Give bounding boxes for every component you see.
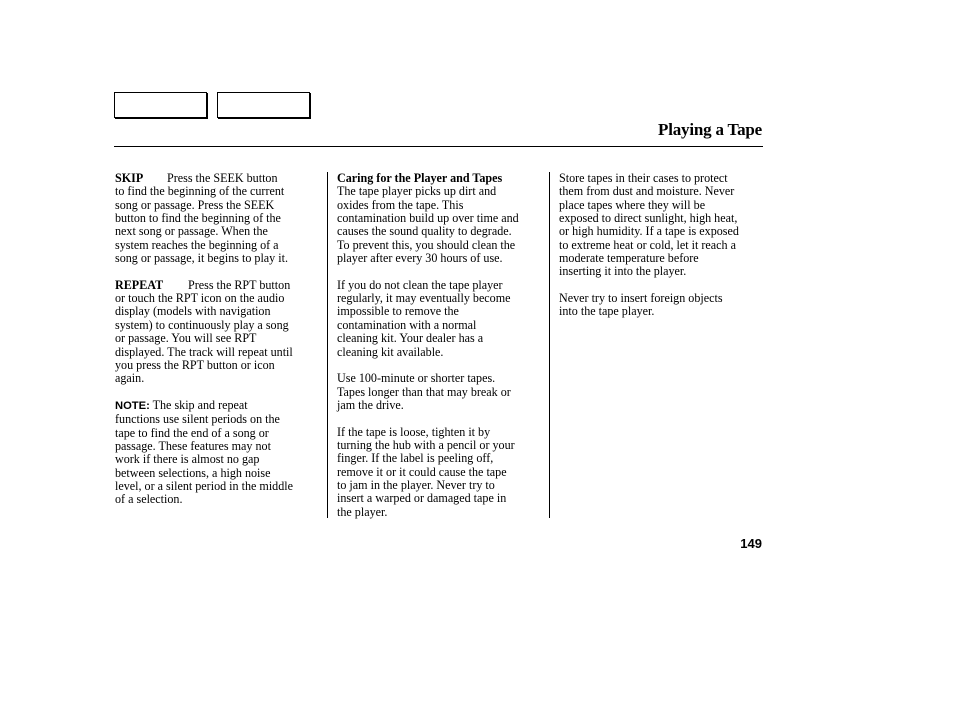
note-text: The skip and repeat functions use silent periods on the tape to find the end of a song or passage. These features may not work if there is almost no gap between selections, a high noise level, or a silent period in the middle of a selection.	[115, 397, 293, 507]
column-divider	[549, 172, 550, 518]
column-2	[337, 172, 549, 532]
column-3	[559, 172, 769, 332]
page-number: 149	[740, 536, 762, 551]
header-rule	[114, 146, 763, 147]
skip-text-line1: Press the SEEK button	[167, 171, 278, 185]
caring-heading: Caring for the Player and Tapes	[337, 171, 503, 185]
nav-tab-index[interactable]	[217, 92, 310, 118]
cleaning-paragraph: If you do not clean the tape player regularly, it may eventually become impossible to remove the contamination with a normal cleaning kit. Your dealer has a cleaning kit available.	[337, 277, 511, 359]
foreign-objects-paragraph: Never try to insert foreign objects into the tape player.	[559, 291, 723, 319]
repeat-text: or touch the RPT icon on the audio display (models with navigation system) to continuously play a song or passage. You will see RPT displayed. The track will repeat until you press the RPT button or icon again.	[115, 291, 293, 386]
skip-text: to find the beginning of the current song or passage. Press the SEEK button to find the beginning of the next song or passage. When the system reaches the beginning of a song or passage, it begins to play it.	[115, 184, 288, 266]
note-label: NOTE:	[115, 399, 150, 412]
skip-paragraph	[115, 172, 321, 265]
repeat-paragraph	[115, 279, 321, 386]
nav-tab-main-menu[interactable]	[114, 92, 207, 118]
storage-paragraph: Store tapes in their cases to protect them from dust and moisture. Never place tapes where they will be exposed to direct sunlight, high heat, or high humidity. If a tape is exposed to extreme heat or cold, let it reach a moderate temperature before inserting it into the player.	[559, 171, 739, 279]
tape-length-paragraph: Use 100-minute or shorter tapes. Tapes longer than that may break or jam the drive.	[337, 371, 511, 412]
loose-tape-paragraph: If the tape is loose, tighten it by turning the hub with a pencil or your finger. If the label is peeling off, remove it or it could cause the tape to jam in the player. Never try to insert a warped or damaged tape in the player.	[337, 424, 515, 519]
column-divider	[327, 172, 328, 518]
column-1	[115, 172, 321, 520]
skip-heading: SKIP	[115, 171, 144, 185]
repeat-text-line1: Press the RPT button	[188, 277, 291, 292]
page-title: Playing a Tape	[658, 120, 762, 139]
caring-paragraph	[337, 172, 549, 265]
repeat-heading: REPEAT	[115, 277, 164, 292]
note-paragraph	[115, 399, 321, 507]
caring-text: The tape player picks up dirt and oxides from the tape. This contamination build up over time and causes the sound quality to degrade. To prevent this, you should clean the player after every 30 hours of use.	[337, 184, 519, 266]
